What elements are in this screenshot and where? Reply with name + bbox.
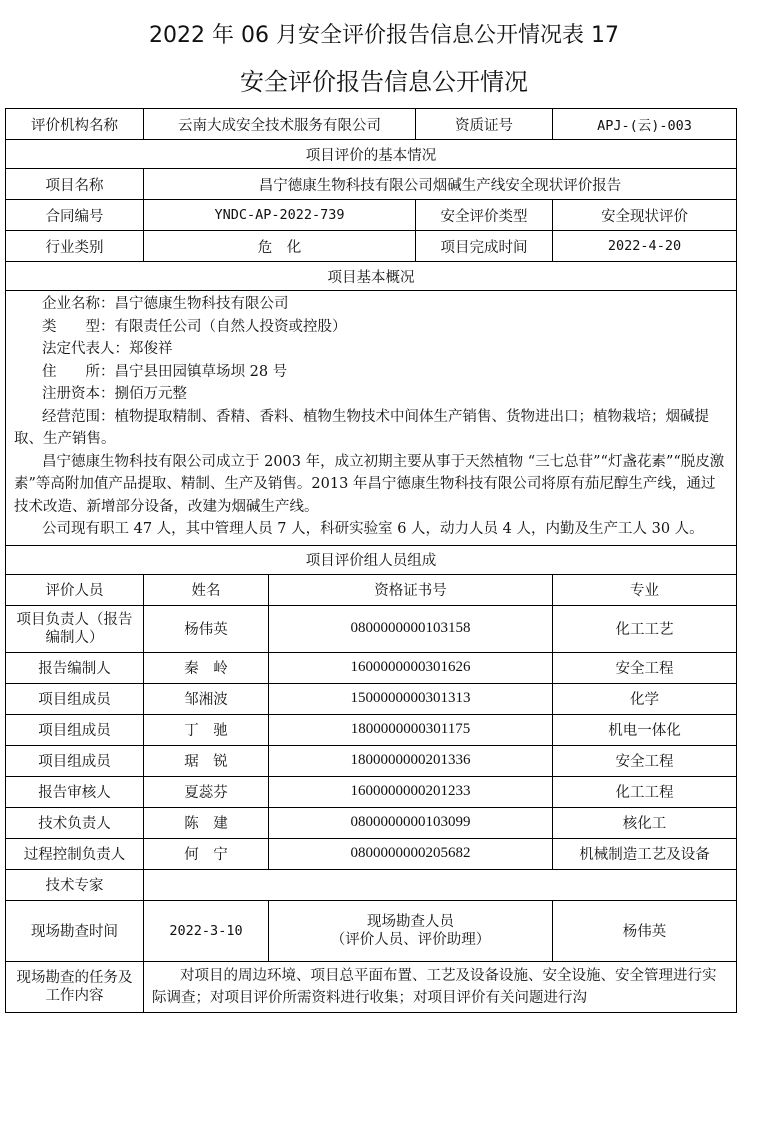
table-row — [6, 683, 737, 714]
task-row — [6, 961, 737, 1012]
table-row — [6, 605, 737, 652]
table-row — [6, 838, 737, 869]
basic-section-header: 项目评价的基本情况 — [6, 140, 737, 169]
member-name: 夏蕊芬 — [144, 776, 269, 807]
survey-staff-value: 杨伟英 — [553, 900, 737, 961]
org-label: 评价机构名称 — [6, 109, 144, 140]
member-name: 杨伟英 — [144, 605, 269, 652]
contract-value: YNDC-AP-2022-739 — [144, 200, 416, 231]
col-name: 姓名 — [144, 574, 269, 605]
contract-label: 合同编号 — [6, 200, 144, 231]
org-row — [6, 109, 737, 140]
member-name: 秦 岭 — [144, 652, 269, 683]
table-row — [6, 807, 737, 838]
table-row — [6, 714, 737, 745]
overview-text — [6, 291, 737, 546]
member-major: 安全工程 — [553, 652, 737, 683]
cert-value: APJ-(云)-003 — [553, 109, 737, 140]
member-role: 报告编制人 — [6, 652, 144, 683]
overview-line: 住 所：昌宁县田园镇草场坝 28 号 — [42, 363, 288, 380]
member-major: 机电一体化 — [553, 714, 737, 745]
org-value: 云南大成安全技术服务有限公司 — [144, 109, 416, 140]
survey-staff-subtitle: （评价人员、评价助理） — [330, 931, 491, 948]
team-header-row — [6, 574, 737, 605]
member-cert: 1800000000301175 — [269, 714, 553, 745]
page-subtitle: 安全评价报告信息公开情况 — [240, 68, 528, 96]
col-cert: 资格证书号 — [269, 574, 553, 605]
member-major: 化工工程 — [553, 776, 737, 807]
member-major: 安全工程 — [553, 745, 737, 776]
member-major: 化工工艺 — [553, 605, 737, 652]
member-cert: 0800000000103158 — [269, 605, 553, 652]
contract-row — [6, 200, 737, 231]
task-label: 现场勘查的任务及工作内容 — [6, 961, 144, 1012]
survey-staff-title: 现场勘查人员 — [367, 913, 454, 930]
member-role: 过程控制负责人 — [6, 838, 144, 869]
industry-row — [6, 231, 737, 262]
overview-line: 注册资本：捌佰万元整 — [42, 386, 187, 402]
member-role: 项目组成员 — [6, 745, 144, 776]
overview-section-header: 项目基本概况 — [6, 262, 737, 291]
member-role: 项目组成员 — [6, 683, 144, 714]
overview-line: 法定代表人：郑俊祥 — [42, 341, 173, 357]
cert-label: 资质证号 — [416, 109, 553, 140]
overview-line: 类 型：有限责任公司（自然人投资或控股） — [42, 318, 347, 335]
member-major: 机械制造工艺及设备 — [553, 838, 737, 869]
member-cert: 1600000000301626 — [269, 652, 553, 683]
member-role: 技术负责人 — [6, 807, 144, 838]
survey-staff-label — [269, 900, 553, 961]
industry-value: 危 化 — [144, 231, 416, 262]
overview-line: 昌宁德康生物科技有限公司成立于 2003 年，成立初期主要从事于天然植物 “三七总苷”“灯盏花素”“脱皮激素”等高附加值产品提取、精制、生产及销售。2013 年昌宁德康生物科技有限公司将原有茄尼醇生产线，通过技术改造、新增部分设备，改建为烟碱生产线。 — [14, 453, 725, 515]
completion-label: 项目完成时间 — [416, 231, 553, 262]
eval-type-label: 安全评价类型 — [416, 200, 553, 231]
page-title: 2022 年 06 月安全评价报告信息公开情况表 17 — [149, 23, 619, 48]
member-name: 何 宁 — [144, 838, 269, 869]
member-name: 琚 锐 — [144, 745, 269, 776]
eval-type-value: 安全现状评价 — [553, 200, 737, 231]
member-major: 核化工 — [553, 807, 737, 838]
survey-time-value: 2022-3-10 — [144, 900, 269, 961]
project-name-label: 项目名称 — [6, 169, 144, 200]
table-row — [6, 776, 737, 807]
member-major: 化学 — [553, 683, 737, 714]
disclosure-table — [5, 108, 737, 1013]
table-row — [6, 745, 737, 776]
project-name-value: 昌宁德康生物科技有限公司烟碱生产线安全现状评价报告 — [144, 169, 737, 200]
overview-line: 经营范围：植物提取精制、香精、香料、植物生物技术中间体生产销售、货物进出口；植物栽培；烟碱提取、生产销售。 — [14, 408, 709, 447]
project-name-row — [6, 169, 737, 200]
member-cert: 0800000000205682 — [269, 838, 553, 869]
expert-row — [6, 869, 737, 900]
table-row — [6, 652, 737, 683]
task-text: 对项目的周边环境、项目总平面布置、工艺及设备设施、安全设施、安全管理进行实际调查；对项目评价所需资料进行收集；对项目评价有关问题进行沟 — [152, 967, 717, 1006]
task-content — [144, 961, 737, 1012]
completion-value: 2022-4-20 — [553, 231, 737, 262]
industry-label: 行业类别 — [6, 231, 144, 262]
member-cert: 0800000000103099 — [269, 807, 553, 838]
member-role: 报告审核人 — [6, 776, 144, 807]
member-cert: 1800000000201336 — [269, 745, 553, 776]
member-name: 陈 建 — [144, 807, 269, 838]
team-section-header: 项目评价组人员组成 — [6, 545, 737, 574]
member-name: 丁 驰 — [144, 714, 269, 745]
overview-line: 企业名称：昌宁德康生物科技有限公司 — [42, 296, 289, 312]
member-name: 邹湘波 — [144, 683, 269, 714]
member-cert: 1600000000201233 — [269, 776, 553, 807]
expert-label: 技术专家 — [6, 869, 144, 900]
col-role: 评价人员 — [6, 574, 144, 605]
survey-time-label: 现场勘查时间 — [6, 900, 144, 961]
survey-row — [6, 900, 737, 961]
overview-line: 公司现有职工 47 人，其中管理人员 7 人，科研实验室 6 人，动力人员 4 人，内勤及生产工人 30 人。 — [42, 521, 704, 537]
member-cert: 1500000000301313 — [269, 683, 553, 714]
col-major: 专业 — [553, 574, 737, 605]
member-role: 项目组成员 — [6, 714, 144, 745]
expert-value — [144, 869, 737, 900]
member-role: 项目负责人（报告编制人） — [6, 605, 144, 652]
